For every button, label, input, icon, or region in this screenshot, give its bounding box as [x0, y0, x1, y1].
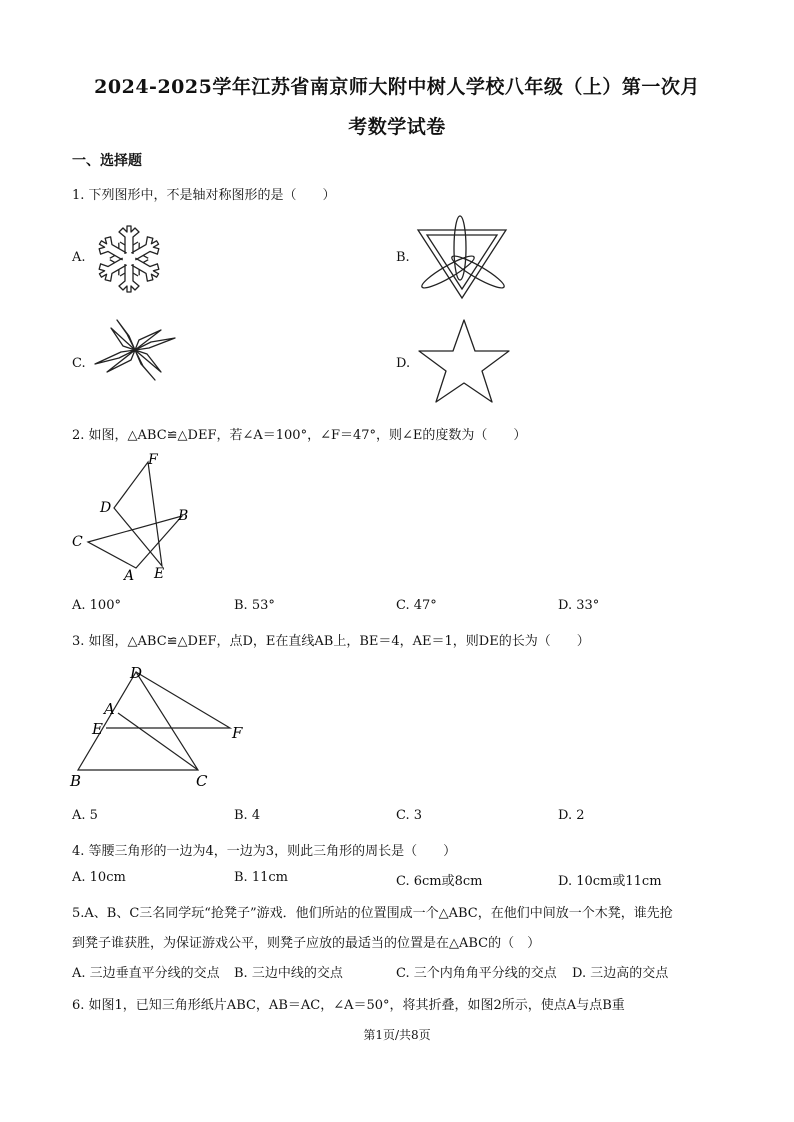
q3-point-D: D [130, 664, 143, 682]
q3-option-b: B. 4 [234, 808, 261, 823]
question-5-stem-line-2: 到凳子谁获胜，为保证游戏公平，则凳子应放的最适当的位置是在△ABC的（ ） [72, 936, 541, 951]
page-footer: 第1页/共8页 [363, 1028, 431, 1042]
question-3-stem: 3. 如图，△ABC≌△DEF，点D，E在直线AB上，BE＝4，AE＝1，则DE的长为（ ） [72, 634, 590, 649]
q3-option-a: A. 5 [72, 808, 98, 823]
q5-option-b: B. 三边中线的交点 [234, 966, 343, 981]
q1-option-a-label: A. [72, 250, 86, 265]
triangle-leaves-figure [414, 210, 514, 302]
question-6-stem: 6. 如图1，已知三角形纸片ABC，AB＝AC，∠A＝50°，将其折叠，如图2所示，使点A与点B重 [72, 998, 625, 1013]
q1-option-d-label: D. [396, 356, 411, 371]
q2-point-F: F [148, 452, 158, 468]
q2-point-B: B [178, 508, 189, 524]
question-1-stem: 1. 下列图形中，不是轴对称图形的是（ ） [72, 188, 336, 203]
section-heading: 一、选择题 [72, 153, 142, 169]
question-2-stem: 2. 如图，△ABC≌△DEF，若∠A＝100°，∠F＝47°，则∠E的度数为（ ） [72, 428, 527, 443]
q5-option-a: A. 三边垂直平分线的交点 [72, 966, 220, 981]
q2-option-a: A. 100° [72, 598, 121, 613]
q2-option-c: C. 47° [396, 598, 437, 613]
q2-option-d: D. 33° [558, 598, 600, 613]
q3-point-B: B [70, 772, 82, 790]
exam-title-line-1: 2024-2025学年江苏省南京师大附中树人学校八年级（上）第一次月 [94, 76, 700, 98]
star-figure [416, 318, 512, 404]
q3-point-F: F [232, 724, 243, 742]
q3-point-E: E [92, 720, 103, 738]
q2-point-A: A [124, 568, 135, 584]
q2-point-D: D [100, 500, 112, 516]
snowflake-figure [88, 218, 170, 300]
q4-option-c: C. 6cm或8cm [396, 874, 483, 889]
q4-option-d: D. 10cm或11cm [558, 874, 662, 889]
q3-option-d: D. 2 [558, 808, 585, 823]
q2-congruent-triangles-figure [66, 448, 206, 584]
question-5-stem-line-1: 5.A、B、C三名同学玩“抢凳子”游戏．他们所站的位置围成一个△ABC，在他们中间放一个木凳，谁先抢 [72, 906, 673, 921]
q3-point-A: A [104, 700, 115, 718]
pinwheel-figure [90, 318, 180, 382]
q1-option-b-label: B. [396, 250, 410, 265]
q1-option-c-label: C. [72, 356, 86, 371]
q2-point-C: C [72, 534, 83, 550]
q2-option-b: B. 53° [234, 598, 275, 613]
q5-option-d: D. 三边高的交点 [572, 966, 669, 981]
q4-option-a: A. 10cm [72, 870, 126, 885]
q3-point-C: C [196, 772, 208, 790]
q3-congruent-triangles-figure [66, 658, 256, 794]
exam-title-line-2: 考数学试卷 [348, 116, 446, 138]
question-4-stem: 4. 等腰三角形的一边为4，一边为3，则此三角形的周长是（ ） [72, 844, 457, 859]
q5-option-c: C. 三个内角角平分线的交点 [396, 966, 557, 981]
q3-option-c: C. 3 [396, 808, 423, 823]
q2-point-E: E [154, 566, 165, 582]
q4-option-b: B. 11cm [234, 870, 288, 885]
